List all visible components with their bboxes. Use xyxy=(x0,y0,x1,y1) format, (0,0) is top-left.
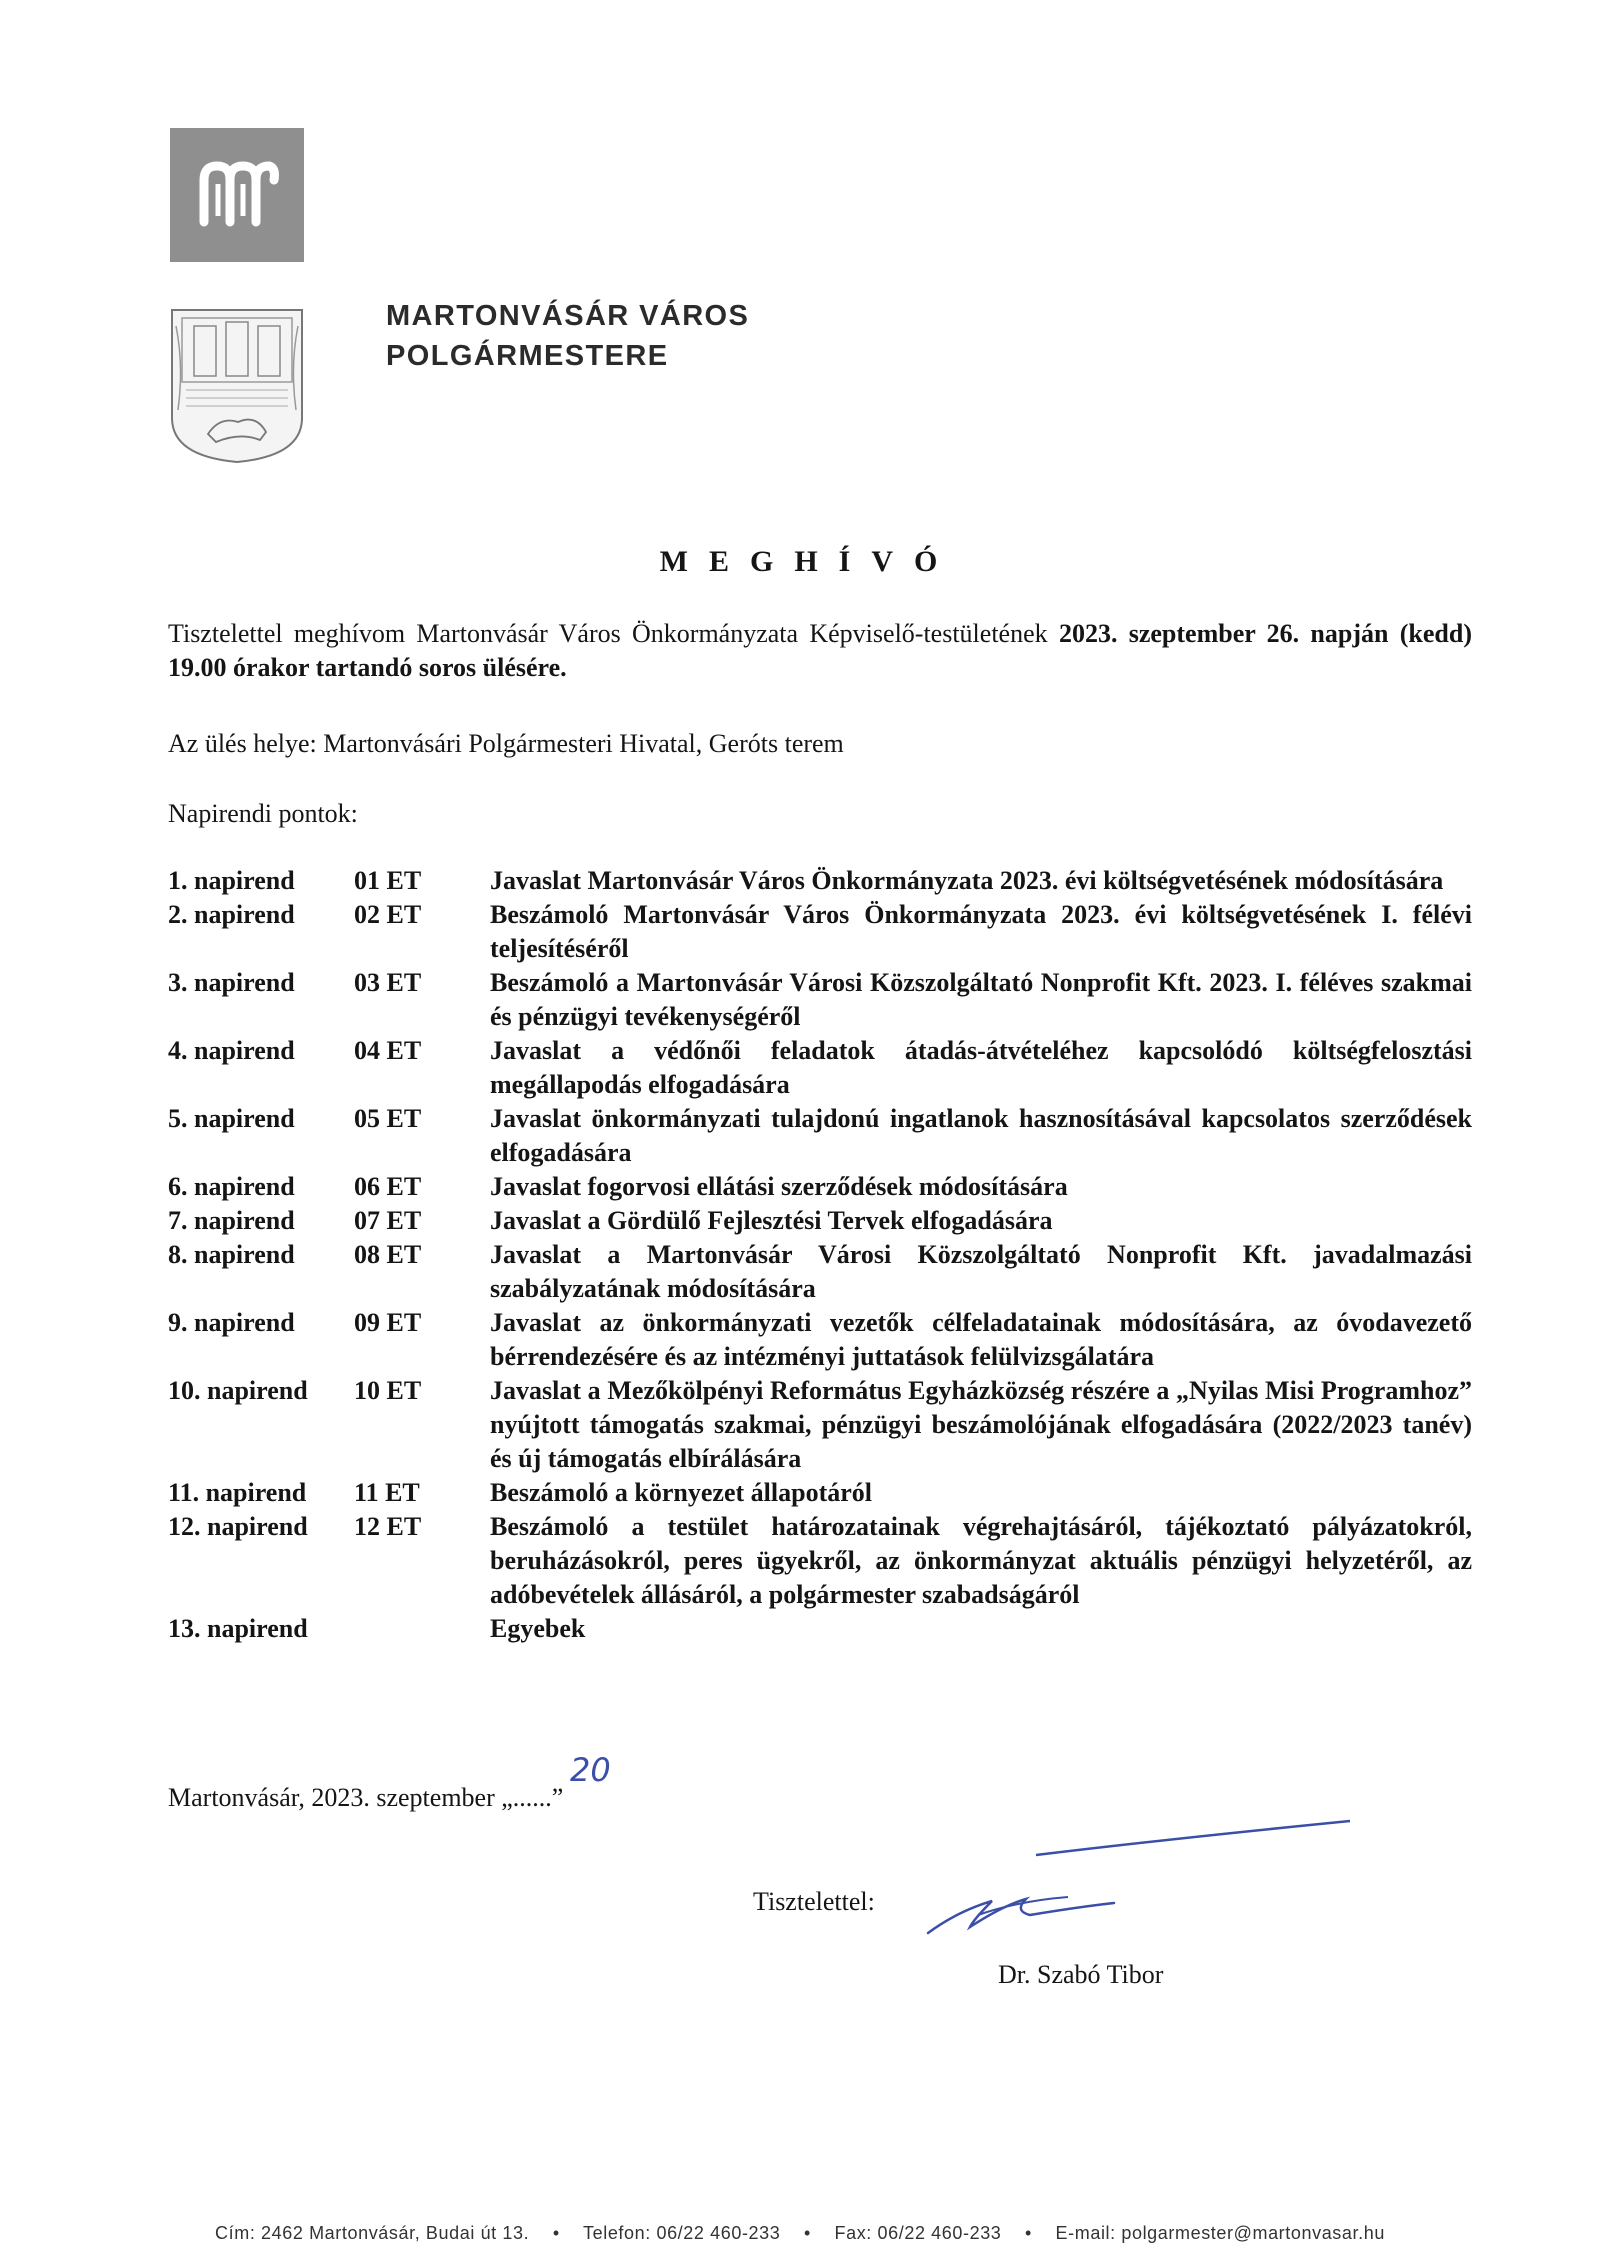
agenda-list xyxy=(168,864,1472,1646)
agenda-item-number: 6. napirend xyxy=(168,1172,295,1201)
agenda-item-text: Javaslat a Martonvásár Városi Közszolgáltató Nonprofit Kft. javadalmazási szabályzatának módosítására xyxy=(490,1240,1472,1303)
agenda-item-text: Javaslat Martonvásár Város Önkormányzata 2023. évi költségvetésének módosítására xyxy=(490,866,1444,895)
agenda-item-code: 07 ET xyxy=(354,1206,422,1235)
handwritten-day: 20 xyxy=(570,1751,611,1789)
agenda-item-text: Beszámoló Martonvásár Város Önkormányzata 2023. évi költségvetésének I. félévi teljesítéséről xyxy=(490,900,1472,963)
signer-name: Dr. Szabó Tibor xyxy=(998,1960,1164,1989)
footer-separator: • xyxy=(803,2223,811,2243)
invitation-paragraph xyxy=(168,617,1472,685)
agenda-heading: Napirendi pontok: xyxy=(168,799,358,828)
agenda-item-code: 10 ET xyxy=(354,1376,422,1405)
agenda-item-code: 11 ET xyxy=(354,1478,420,1507)
agenda-item-code: 05 ET xyxy=(354,1104,422,1133)
agenda-item-text: Beszámoló a testület határozatainak végrehajtásáról, tájékoztató pályázatokról, beruházásokról, peres ügyekről, az önkormányzat aktuális pénzügyi helyzetéről, az adóbevételek állásáról, a polgármester szabadságáról xyxy=(490,1512,1472,1609)
coat-of-arms-icon xyxy=(168,306,306,466)
agenda-item-number: 7. napirend xyxy=(168,1206,295,1235)
agenda-item-number: 1. napirend xyxy=(168,866,295,895)
agenda-item xyxy=(168,1238,1472,1306)
agenda-item-number: 5. napirend xyxy=(168,1104,295,1133)
closing-regards: Tisztelettel: xyxy=(753,1887,875,1916)
agenda-item-code: 02 ET xyxy=(354,900,422,929)
agenda-item xyxy=(168,1204,1472,1238)
meeting-datetime: 2023. szeptember 26. napján (kedd) 19.00 órakor tartandó soros ülésére. xyxy=(168,619,1473,682)
agenda-item-text: Javaslat a Mezőkölpényi Református Egyházközség részére a „Nyilas Misi Programhoz” nyújtott támogatás szakmai, pénzügyi beszámolójának elfogadására (2022/2023 tanév) és új támogatás elbírálására xyxy=(490,1376,1472,1473)
agenda-item xyxy=(168,1612,1472,1646)
agenda-item-code: 03 ET xyxy=(354,968,422,997)
agenda-item xyxy=(168,864,1472,898)
organization-name xyxy=(386,296,749,376)
agenda-item-text: Egyebek xyxy=(490,1614,586,1643)
agenda-item xyxy=(168,1306,1472,1374)
organization-name-line2: POLGÁRMESTERE xyxy=(386,340,669,372)
agenda-item-text: Javaslat fogorvosi ellátási szerződések módosítására xyxy=(490,1172,1068,1201)
agenda-item xyxy=(168,1102,1472,1170)
agenda-item-number: 10. napirend xyxy=(168,1376,308,1405)
agenda-item-number: 8. napirend xyxy=(168,1240,295,1269)
agenda-item-text: Javaslat a Gördülő Fejlesztési Tervek elfogadására xyxy=(490,1206,1053,1235)
agenda-item-code: 12 ET xyxy=(354,1512,422,1541)
handwritten-signature-icon xyxy=(918,1815,1358,1950)
agenda-item xyxy=(168,1374,1472,1476)
agenda-item xyxy=(168,898,1472,966)
agenda-item-number: 12. napirend xyxy=(168,1512,308,1541)
agenda-item xyxy=(168,1034,1472,1102)
footer-separator: • xyxy=(1025,2223,1032,2243)
agenda-item xyxy=(168,1476,1472,1510)
agenda-item-code: 04 ET xyxy=(354,1036,422,1065)
document-title: MEGHÍVÓ xyxy=(659,545,959,578)
footer-email: E-mail: polgarmester@martonvasar.hu xyxy=(1055,2223,1385,2243)
agenda-item xyxy=(168,966,1472,1034)
agenda-item-number: 4. napirend xyxy=(168,1036,295,1065)
meeting-place: Az ülés helye: Martonvásári Polgármesteri Hivatal, Geróts terem xyxy=(168,729,844,758)
invitation-text: Tisztelettel meghívom Martonvásár Város Önkormányzata Képviselő-testületének xyxy=(168,619,1059,648)
agenda-item-number: 9. napirend xyxy=(168,1308,295,1337)
footer-address: Cím: 2462 Martonvásár, Budai út 13. xyxy=(215,2223,530,2243)
agenda-item-code: 08 ET xyxy=(354,1240,422,1269)
agenda-item-text: Javaslat az önkormányzati vezetők célfeladatainak módosítására, az óvodavezető bérrendezésére és az intézményi juttatások felülvizsgálatára xyxy=(490,1308,1472,1371)
footer-separator: • xyxy=(552,2223,560,2243)
document-date: Martonvásár, 2023. szeptember „......” xyxy=(168,1783,564,1812)
agenda-item-number: 13. napirend xyxy=(168,1614,308,1643)
agenda-item xyxy=(168,1510,1472,1612)
agenda-item-text: Javaslat a védőnői feladatok átadás-átvételéhez kapcsolódó költségfelosztási megállapodás elfogadására xyxy=(490,1036,1472,1099)
m-letter-logo-icon xyxy=(170,128,304,262)
agenda-item-text: Beszámoló a környezet állapotáról xyxy=(490,1478,872,1507)
agenda-item-code: 06 ET xyxy=(354,1172,422,1201)
footer-fax: Fax: 06/22 460-233 xyxy=(834,2223,1002,2243)
agenda-item-number: 2. napirend xyxy=(168,900,295,929)
agenda-item-number: 11. napirend xyxy=(168,1478,307,1507)
agenda-item-text: Beszámoló a Martonvásár Városi Közszolgáltató Nonprofit Kft. 2023. I. féléves szakmai és pénzügyi tevékenységéről xyxy=(490,968,1472,1031)
organization-name-line1: MARTONVÁSÁR VÁROS xyxy=(386,300,750,332)
footer-contact xyxy=(0,2223,1600,2244)
agenda-item-text: Javaslat önkormányzati tulajdonú ingatlanok hasznosításával kapcsolatos szerződések elfogadására xyxy=(490,1104,1472,1167)
agenda-item-code: 09 ET xyxy=(354,1308,422,1337)
agenda-item-number: 3. napirend xyxy=(168,968,295,997)
footer-phone: Telefon: 06/22 460-233 xyxy=(583,2223,781,2243)
agenda-item xyxy=(168,1170,1472,1204)
agenda-item-code: 01 ET xyxy=(354,866,422,895)
agenda-item-code xyxy=(354,1612,490,1646)
